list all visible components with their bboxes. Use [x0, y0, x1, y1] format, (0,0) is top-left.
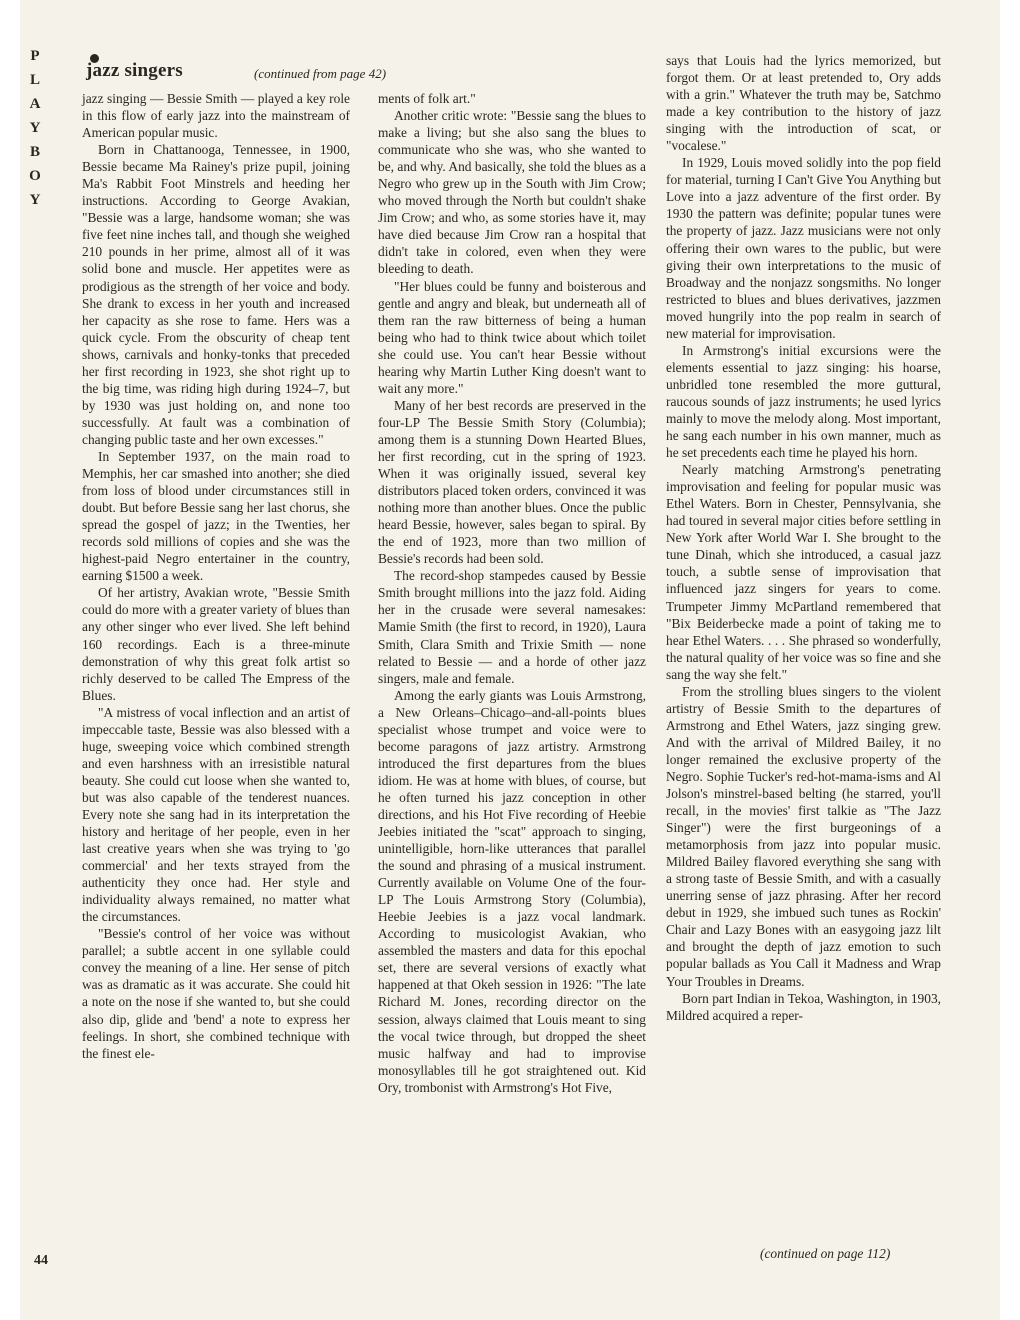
paragraph: Nearly matching Armstrong's penetrating improvisation and feeling for popular music was Ethel Waters. Born in Chester, Pennsylvania, she had toured in several major cities before settling in New York after World War I. She brought to the tune Dinah, which she introduced, a casual jazz touch, a subtle sense of improvisation that influenced jazz singers for years to come. Trumpeter Jimmy McPartland remembered that "Bix Beiderbecke made a point of taking me to hear Ethel Waters. . . . She phrased so wonderfully, the natural quality of her voice was so fine and she sang the way she felt." [666, 462, 941, 682]
title-letter: L [29, 72, 40, 88]
paragraph: Many of her best records are preserved in the four-LP The Bessie Smith Story (Columbia); among them is a stunning Down Hearted Blues, her first recording, cut in the spring of 1923. When it was originally issued, several key distributors placed token orders, convinced it was nothing more than another blues. Once the public heard Bessie, however, sales began to spiral. By the end of 1923, more than two million of Bessie's records had been sold. [378, 397, 646, 567]
paragraph: Of her artistry, Avakian wrote, "Bessie Smith could do more with a greater variety of blues than any other singer who ever lived. She left behind 160 recordings. Each is a three-minute demonstration of why this great folk artist so richly deserved to be called The Empress of the Blues. [82, 585, 350, 703]
title-letter: A [29, 96, 41, 112]
paragraph: In Armstrong's initial excursions were the elements essential to jazz singing: his hoarse, unbridled tone resembled the more guttural, raucous sounds of jazz instruments; he used lyrics mainly to move the melody along. Most important, he sang each number in his own manner, much as he set precedents each time he played his horn. [666, 342, 941, 461]
paragraph: "Her blues could be funny and boisterous and gentle and angry and bleak, but underneath all of them ran the raw bitterness of being a human being who had to think twice about which toilet she could use. You can't hear Bessie without hearing why Martin Luther King doesn't want to wait any more." [378, 278, 646, 396]
title-letter: Y [29, 120, 41, 136]
title-letter: B [29, 144, 40, 160]
paragraph: Born in Chattanooga, Tennessee, in 1900, Bessie became Ma Rainey's prize pupil, joining Ma's Rabbit Foot Minstrels and heeding her instructions. According to George Avakian, "Bessie was a large, handsome woman; she was five feet nine inches tall, and though she weighed 210 pounds in her prime, almost all of it was solid bone and muscle. Her appetites were as prodigious as the strength of her voice and body. She drank to excess in her youth and increased her capacity as she rose to fame. Hers was a quick cycle. From the obscurity of cheap tent shows, carnivals and honky-tonks that preceded her first recording in 1923, she shot right up to the big time, was riding high during 1924–7, but by 1930 was just holding on, and none too successfully. At fault was a combination of changing public taste and her own excesses." [82, 142, 350, 447]
text-column-3 [666, 52, 941, 1024]
article-header [86, 54, 646, 88]
magazine-page [20, 0, 1000, 1320]
continued-on-note: (continued on page 112) [760, 1246, 891, 1261]
continued-from-note: (continued from page 42) [254, 66, 387, 81]
paragraph: In 1929, Louis moved solidly into the pop field for material, turning I Can't Give You Anything but Love into a jazz adventure of the first order. By 1930 the pattern was definite; popular tunes were the property of jazz. Jazz musicians were not only offering their own wares to the public, but were giving their own interpretations to the music of Broadway and the nonjazz songsmiths. No longer restricted to blues and blues derivatives, jazzmen moved hungrily into the pop realm in search of new material for improvisation. [666, 155, 941, 341]
paragraph: From the strolling blues singers to the violent artistry of Bessie Smith to the departures of Armstrong and Ethel Waters, jazz singing grew. And with the arrival of Mildred Bailey, it no longer remained the exclusive property of the Negro. Sophie Tucker's red-hot-mama-isms and Al Jolson's minstrel-based belting (he starred, you'll recall, in the movies' first talkie as "The Jazz Singer") were the first burgeonings of a metamorphosis from jazz into popular music. Mildred Bailey flavored everything she sang with a strong taste of Bessie Smith, and with a casually unerring sense of jazz phrasing. After her record debut in 1929, she imbued such tunes as Rockin' Chair and Lazy Bones with an easygoing jazz lilt and brought the depth of jazz emotion to such popular ballads as You Call it Madness and Wrap Your Troubles in Dreams. [666, 683, 941, 989]
paragraph: In September 1937, on the main road to Memphis, her car smashed into another; she died from loss of blood under circumstances still in doubt. But before Bessie sang her last chorus, she spread the gospel of jazz; in the Twenties, her records sold millions of copies and she was the highest-paid Negro entertainer in the country, earning $1500 a week. [82, 448, 350, 584]
paragraph: The record-shop stampedes caused by Bessie Smith brought millions into the jazz fold. Aiding her in the crusade were several namesakes: Mamie Smith (the first to record, in 1920), Laura Smith, Clara Smith and Trixie Smith — none related to Bessie — and a horde of other jazz singers, male and female. [378, 568, 646, 686]
paragraph: "A mistress of vocal inflection and an artist of impeccable taste, Bessie was also blessed with a huge, sweeping voice which combined strength and even harshness with an irresistible natural beauty. She could cut loose when she wanted to, but was also capable of the tenderest nuances. Every note she sang had in its interpretation the history and heritage of her people, even in her last creative years when she was trying to 'go commercial' and her texts strayed from the authenticity they once had. Her style and individuality always remained, no matter what the circumstances. [82, 704, 350, 925]
text-column-1 [82, 90, 350, 1062]
paragraph: Born part Indian in Tekoa, Washington, in 1903, Mildred acquired a reper- [666, 990, 941, 1023]
paragraph: ments of folk art." [378, 91, 476, 106]
paragraph: Among the early giants was Louis Armstrong, a New Orleans–Chicago–and-all-points blues specialist whose trumpet and voice were to become paragons of jazz artistry. Armstrong introduced the first departures from the blues idiom. He was at home with blues, of course, but he often turned his jazz conception in other directions, and his Hot Five recording of Heebie Jeebies initiated the "scat" approach to singing, unintelligible, horn-like utterances that parallel the sound and phrasing of a musical instrument. Currently available on Volume One of the four-LP The Louis Armstrong Story (Columbia), Heebie Jeebies is a jazz vocal landmark. According to musicologist Avakian, who assembled the masters and data for this epochal set, there are several versions of exactly what happened at that Okeh session in 1926: "The late Richard M. Jones, recording director on the session, always claimed that Louis meant to sing the vocal twice through, but dropped the sheet music halfway and had to improvise monosyllables till he got straightened out. Kid Ory, trombonist with Armstrong's Hot Five, [378, 687, 646, 1095]
article-title: jazz singers [86, 60, 183, 81]
text-column-2 [378, 90, 646, 1096]
title-letter: Y [29, 192, 41, 208]
paragraph: says that Louis had the lyrics memorized, but forgot them. Or at least pretended to, Ory adds with a grin." Whatever the truth may be, Satchmo made a key contribution to the history of jazz singing with the introduction of scat, or "vocalese." [666, 53, 941, 154]
paragraph: Another critic wrote: "Bessie sang the blues to make a living; but she also sang the blues to communicate who she was, who she wanted to be, and why. And basically, she told the blues as a Negro who grew up in the South with Jim Crow; who moved through the North but couldn't shake Jim Crow; and who, as some stories have it, may have died because Jim Crow ran a hospital that didn't take in colored, even when they were bleeding to death. [378, 108, 646, 277]
paragraph: "Bessie's control of her voice was without parallel; a subtle accent in one syllable could convey the meaning of a line. Her sense of pitch was as dramatic as it was accurate. She could hit a note on the nose if she wanted to, but she could also dip, glide and 'bend' a note to express her feelings. In short, she combined technique with the finest ele- [82, 926, 350, 1061]
paragraph: jazz singing — Bessie Smith — played a key role in this flow of early jazz into the mainstream of American popular music. [82, 91, 350, 141]
title-letter: P [30, 48, 40, 64]
magazine-running-title [26, 44, 44, 212]
title-letter: O [29, 168, 41, 184]
page-number: 44 [34, 1253, 48, 1268]
